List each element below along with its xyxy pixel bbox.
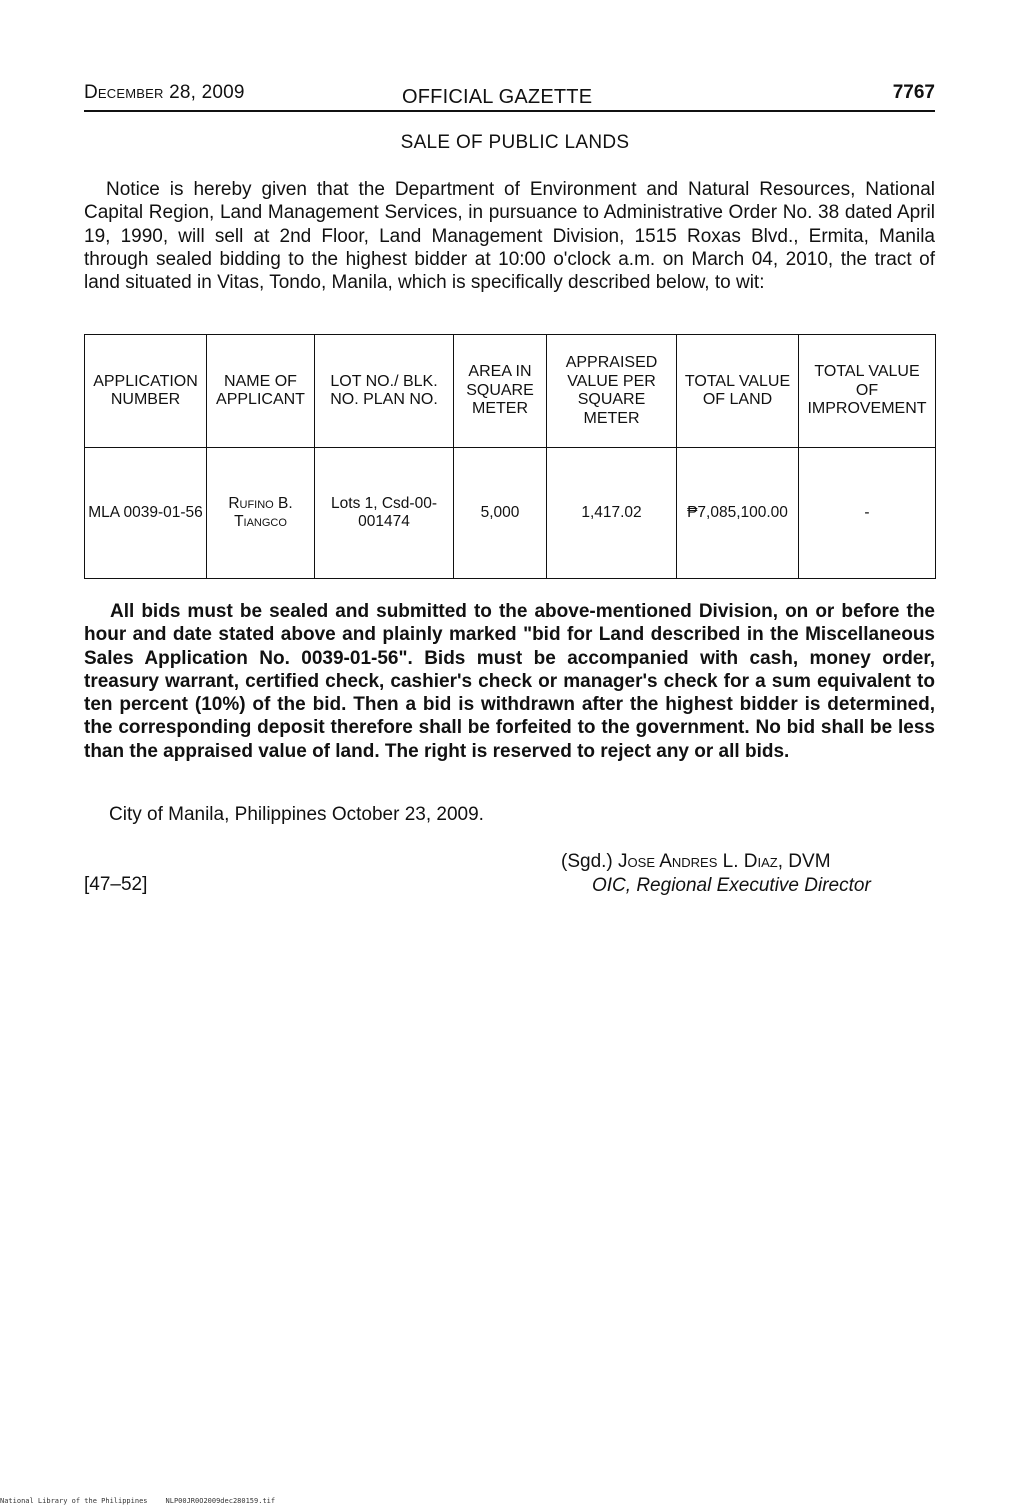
table-row	[85, 448, 936, 579]
col-header-application-number: APPLICATION NUMBER	[85, 335, 207, 448]
cell-applicant: Rufino B. Tiangco	[207, 448, 315, 579]
signed-marker: (Sgd.)	[561, 851, 613, 872]
signatory-line	[561, 850, 871, 874]
col-header-total-improvement: TOTAL VALUE OF IMPROVEMENT	[799, 335, 936, 448]
header-page-number: 7767	[892, 82, 935, 103]
signatory-name: Jose Andres L. Diaz	[618, 851, 778, 872]
col-header-area: AREA IN SQUARE METER	[454, 335, 547, 448]
cell-total-improvement: -	[799, 448, 936, 579]
cell-application-number: MLA 0039-01-56	[85, 448, 207, 579]
col-header-applicant: NAME OF APPLICANT	[207, 335, 315, 448]
scan-footer	[0, 1497, 275, 1505]
notice-intro-paragraph: Notice is hereby given that the Department of Environment and Natural Resources, National Capital Region, Land Management Services, in pursuance to Administrative Order No. 38 dated April 19, 1990, will sell at 2nd Floor, Land Management Division, 1515 Roxas Blvd., Ermita, Manila through sealed bidding to the highest bidder at 10:00 o'clock a.m. on March 04, 2010, the tract of land situated in Vitas, Tondo, Manila, which is specifically described below, to wit:	[84, 179, 935, 294]
col-header-lot: LOT NO./ BLK. NO. PLAN NO.	[315, 335, 454, 448]
land-sale-table	[84, 334, 936, 579]
bids-paragraph: All bids must be sealed and submitted to the above-mentioned Division, on or before the hour and date stated above and plainly marked "bid for Land described in the Miscellaneous Sales Application No. 0039-01-56". Bids must be accompanied with cash, money order, treasury warrant, certified check, cashier's check or manager's check for a sum equivalent to ten percent (10%) of the bid. Then a bid is withdrawn after the highest bidder is determined, the corresponding deposit therefore shall be forfeited to the government. No bid shall be less than the appraised value of land. The right is reserved to reject any or all bids.	[84, 601, 935, 762]
publication-reference: [47–52]	[84, 874, 148, 895]
col-header-appraised-value: APPRAISED VALUE PER SQUARE METER	[547, 335, 677, 448]
cell-appraised-value: 1,417.02	[547, 448, 677, 579]
footer-library: National Library of the Philippines	[0, 1497, 148, 1505]
header-rule	[84, 110, 935, 112]
dated-line: City of Manila, Philippines October 23, 2009.	[109, 804, 484, 825]
notice-title: SALE OF PUBLIC LANDS	[400, 132, 630, 153]
table-header-row	[85, 335, 936, 448]
col-header-total-land: TOTAL VALUE OF LAND	[677, 335, 799, 448]
header-publication: OFFICIAL GAZETTE	[402, 86, 593, 108]
cell-area: 5,000	[454, 448, 547, 579]
header-date: December 28, 2009	[84, 82, 245, 103]
signature-block	[561, 850, 871, 898]
cell-total-land: ₱7,085,100.00	[677, 448, 799, 579]
cell-lot: Lots 1, Csd-00-001474	[315, 448, 454, 579]
signatory-title: OIC, Regional Executive Director	[592, 875, 871, 896]
footer-filename: NLP00JR0O2009dec280159.tif	[165, 1497, 276, 1505]
page-header	[84, 80, 935, 112]
signatory-suffix: , DVM	[777, 851, 831, 872]
